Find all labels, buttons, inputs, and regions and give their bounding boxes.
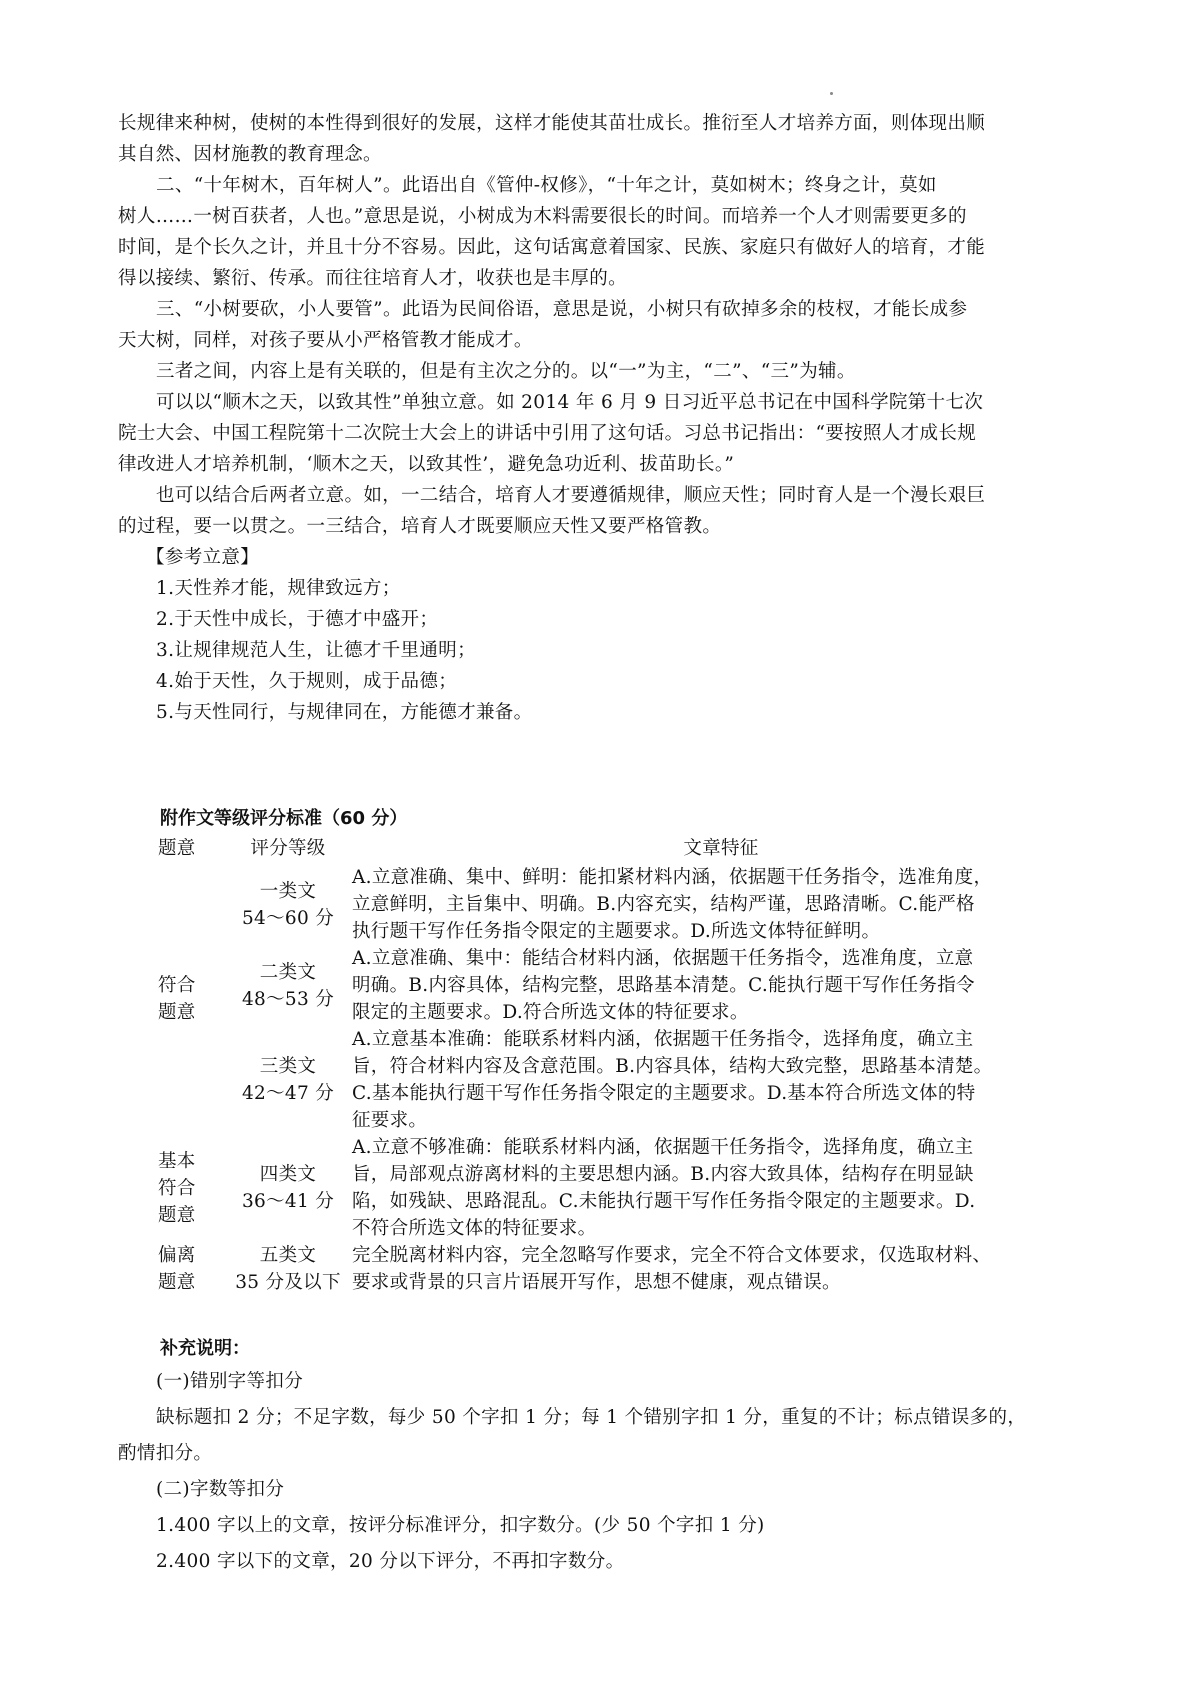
rubric-features-cell: 完全脱离材料内容，完全忽略写作要求，完全不符合文体要求，仅选取材料、 要求或背景的只言片语展开写作，思想不健康，观点错误。: [352, 1245, 992, 1293]
body-line: 得以接续、繁衍、传承。而往往培育人才，收获也是丰厚的。: [118, 268, 627, 289]
supplement-line: 缺标题扣 2 分；不足字数，每少 50 个字扣 1 分；每 1 个错别字扣 1 分，重复的不计；标点错误多的，: [156, 1407, 1027, 1428]
rubric-header-grade: 评分等级: [250, 838, 326, 859]
rubric-header-row: [158, 834, 1090, 864]
body-line: 院士大会、中国工程院第十二次院士大会上的讲话中引用了这句话。习总书记指出：“要按照人才成长规: [118, 423, 977, 444]
rubric-row: [158, 1242, 1090, 1296]
rubric-grade-cell: 五类文 35 分及以下: [235, 1245, 341, 1293]
body-line: 也可以结合后两者立意。如，一二结合，培育人才要遵循规律，顺应天性；同时育人是一个漫长艰巨: [156, 485, 986, 506]
rubric-row: [158, 1134, 1090, 1242]
rubric-features-cell: A.立意准确、集中、鲜明：能扣紧材料内涵，依据题干任务指令，选准角度， 立意鲜明，主旨集中、明确。B.内容充实，结构严谨，思路清晰。C.能严格 执行题干写作任务指令限定的主题要求。D.所选文体特征鲜明。: [352, 867, 993, 942]
body-line: 三者之间，内容上是有关联的，但是有主次之分的。以“一”为主，“二”、“三”为辅。: [156, 361, 856, 382]
page-mark: [830, 92, 833, 95]
rubric-topic-cell: 偏离 题意: [158, 1245, 196, 1293]
body-line: 律改进人才培养机制，‘顺木之天，以致其性’，避免急功近利、拔苗助长。”: [118, 454, 735, 475]
rubric-row: [158, 864, 1090, 945]
document-page: [118, 108, 1094, 1580]
reference-item: 1.天性养才能，规律致远方；: [156, 578, 401, 599]
rubric-header-features: 文章特征: [683, 838, 759, 859]
reference-item: 3.让规律规范人生，让德才千里通明；: [156, 640, 476, 661]
body-line: 时间，是个长久之计，并且十分不容易。因此，这句话寓意着国家、民族、家庭只有做好人的培育，才能: [118, 237, 986, 258]
body-line: 天大树，同样，对孩子要从小严格管教才能成才。: [118, 330, 533, 351]
rubric-features-cell: A.立意准确、集中：能结合材料内涵，依据题干任务指令，选准角度，立意 明确。B.内容具体，结构完整，思路基本清楚。C.能执行题干写作任务指令 限定的主题要求。D.符合所选文体的特征要求。: [352, 948, 975, 1023]
rubric-table: [158, 834, 1090, 1296]
rubric-features-cell: A.立意不够准确：能联系材料内涵，依据题干任务指令，选择角度，确立主 旨，局部观点游离材料的主要思想内涵。B.内容大致具体，结构存在明显缺 陷，如残缺、思路混乱。C.未能执行题干写作任务指令限定的主题要求。D. 不符合所选文体的特征要求。: [352, 1137, 976, 1239]
rubric-grade-cell: 二类文 48～53 分: [241, 961, 335, 1010]
body-line: 可以以“顺木之天，以致其性”单独立意。如 2014 年 6 月 9 日习近平总书记在中国科学院第十七次: [156, 392, 984, 413]
supplement-subheading: (二)字数等扣分: [156, 1479, 285, 1500]
reference-item: 4.始于天性，久于规则，成于品德；: [156, 671, 458, 692]
rubric-grade-cell: 一类文 54～60 分: [241, 880, 335, 929]
body-line: 的过程，要一以贯之。一三结合，培育人才既要顺应天性又要严格管教。: [118, 516, 722, 537]
rubric-topic-cell: 基本 符合 题意: [158, 1150, 196, 1226]
body-line: 其自然、因材施教的教育理念。: [118, 144, 382, 165]
supplement-subheading: (一)错别字等扣分: [156, 1371, 304, 1392]
rubric-row: [158, 1026, 1090, 1134]
rubric-grade-cell: 四类文 36～41 分: [241, 1164, 335, 1212]
body-line: 长规律来种树，使树的本性得到很好的发展，这样才能使其苗壮成长。推衍至人才培养方面，则体现出顺: [118, 113, 986, 134]
supplement-line: 酌情扣分。: [118, 1443, 213, 1464]
supplement-line: 1.400 字以上的文章，按评分标准评分，扣字数分。(少 50 个字扣 1 分): [156, 1515, 765, 1536]
rubric-topic-cell: 符合 题意: [158, 975, 196, 1023]
rubric-features-cell: A.立意基本准确：能联系材料内涵，依据题干任务指令，选择角度，确立主 旨，符合材料内容及含意范围。B.内容具体，结构大致完整，思路基本清楚。 C.基本能执行题干写作任务指令限定的主题要求。D.基本符合所选文体的特 征要求。: [352, 1029, 993, 1131]
body-line: 树人……一树百获者，人也。”意思是说，小树成为木料需要很长的时间。而培养一个人才则需要更多的: [118, 206, 967, 227]
rubric-grade-cell: 三类文 42～47 分: [241, 1056, 335, 1104]
reference-item: 2.于天性中成长，于德才中盛开；: [156, 609, 439, 630]
reference-heading: 【参考立意】: [146, 547, 260, 568]
supplement-title: 补充说明：: [160, 1338, 250, 1359]
reference-item: 5.与天性同行，与规律同在，方能德才兼备。: [156, 702, 533, 723]
body-line: 三、“小树要砍，小人要管”。此语为民间俗语，意思是说，小树只有砍掉多余的枝杈，才能长成参: [156, 299, 968, 320]
rubric-header-topic: 题意: [158, 838, 196, 859]
body-line: 二、“十年树木，百年树人”。此语出自《管仲-权修》，“十年之计，莫如树木；终身之计，莫如: [156, 175, 937, 196]
rubric-title: 附作文等级评分标准（60 分）: [160, 808, 408, 829]
supplement-line: 2.400 字以下的文章，20 分以下评分，不再扣字数分。: [156, 1551, 625, 1572]
rubric-row: [158, 945, 1090, 1026]
